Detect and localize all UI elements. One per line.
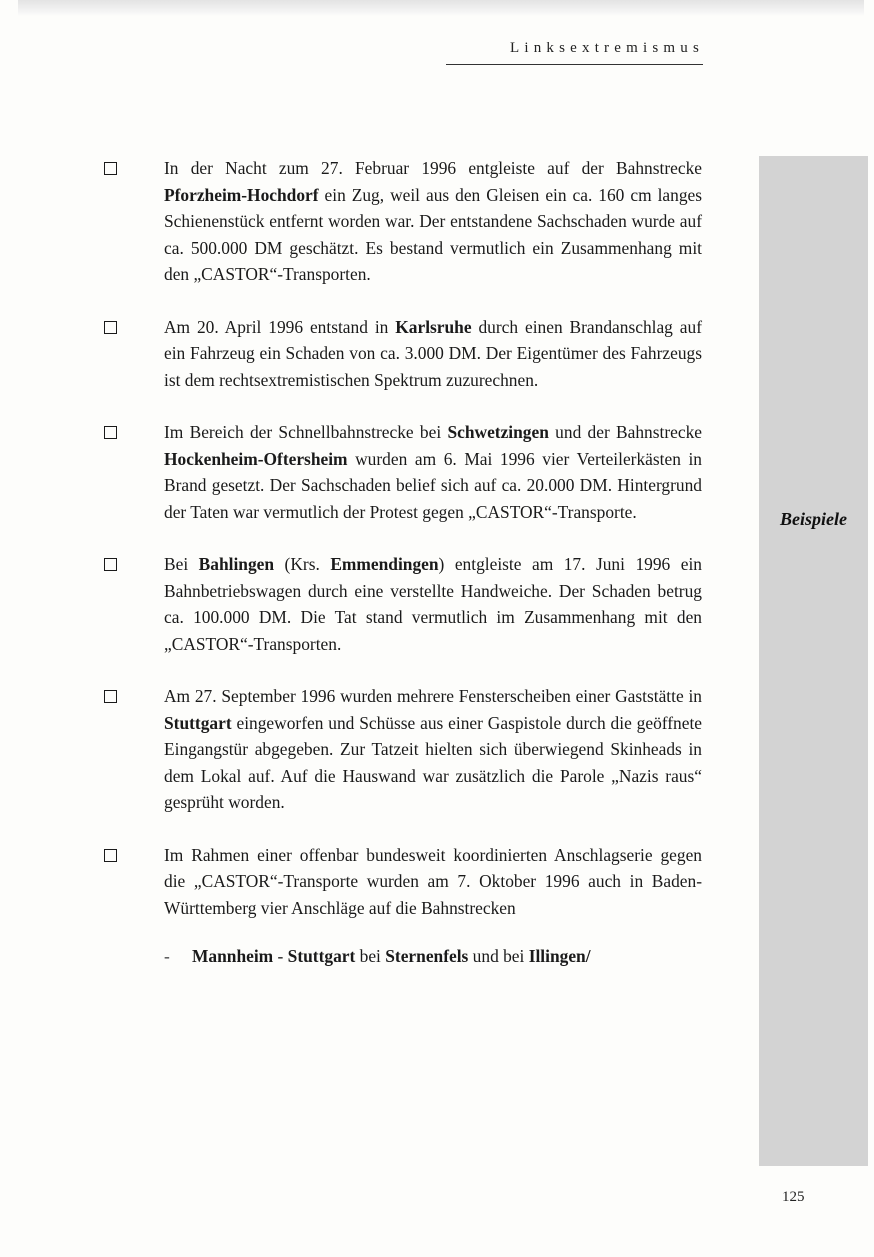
item-text <box>164 314 702 394</box>
place-name: Stuttgart <box>287 946 356 966</box>
list-item <box>100 155 710 288</box>
checkbox-bullet-icon <box>104 426 117 439</box>
place-name: Pforzheim-Hochdorf <box>164 184 319 205</box>
checkbox-bullet-icon <box>104 690 117 703</box>
list-item <box>100 419 710 525</box>
place-name: Schwetzingen <box>447 422 549 442</box>
list-item <box>100 551 710 657</box>
text-run: Im Bereich der Schnellbahnstrecke bei <box>164 422 448 442</box>
text-run: Am 27. September 1996 wurden mehrere Fensterscheiben einer Gaststätte in <box>164 686 702 706</box>
list-item <box>100 314 710 394</box>
margin-sidebar <box>759 156 868 1166</box>
text-run: und bei <box>468 946 529 966</box>
text-run: Am 20. April 1996 entstand in <box>164 316 396 337</box>
item-text <box>164 419 702 525</box>
text-run: In der Nacht zum 27. Februar 1996 entgleiste auf der Bahnstrecke <box>164 158 702 178</box>
place-name: Emmendingen <box>330 554 439 574</box>
text-run: und der Bahnstrecke <box>548 422 702 442</box>
text-run: Im Rahmen einer offenbar bundesweit koordinierten Anschlagserie gegen die „CASTOR“-Transporte wurden am 7. Oktober 1996 auch in Baden-Württemberg vier Anschläge auf die Bahnstrecken <box>164 844 702 918</box>
text-run: durch einen Brandanschlag auf ein Fahrzeug ein Schaden von ca. 3.000 DM. Der Eigentümer des Fahrzeugs ist dem rechtsextremistischen Spektrum zuzurechnen. <box>164 316 702 390</box>
sub-list-item <box>164 943 710 970</box>
item-text <box>164 155 702 288</box>
sub-item-text <box>192 946 591 966</box>
place-name: Illingen/ <box>528 946 591 966</box>
place-name: Stuttgart <box>164 712 232 733</box>
running-title-rule <box>446 64 703 65</box>
item-list <box>100 155 710 996</box>
checkbox-bullet-icon <box>104 321 117 334</box>
text-run: eingeworfen und Schüsse aus einer Gaspistole durch die geöffnete Eingangstür abgegeben. Zur Tatzeit hielten sich überwiegend Skinheads in dem Lokal auf. Auf die Hauswand war zusätzlich die Parole „Nazis raus“ gesprüht worden. <box>164 712 702 812</box>
list-item <box>100 842 710 970</box>
place-name: Mannheim <box>192 946 274 966</box>
item-text <box>164 551 702 657</box>
item-text <box>164 842 702 922</box>
text-run: - <box>273 946 288 966</box>
item-text <box>164 683 702 816</box>
text-run: wurden am 6. Mai 1996 vier Verteilerkästen in Brand gesetzt. Der Sachschaden belief sich auf ca. 20.000 DM. Hintergrund der Taten war vermutlich der Protest gegen „CASTOR“-Transporte. <box>164 448 702 522</box>
text-run: ein Zug, weil aus den Gleisen ein ca. 160 cm langes Schienenstück entfernt worden war. Der entstandene Sachschaden wurde auf ca. 500.000 DM geschätzt. Es bestand vermutlich ein Zusammenhang mit den „CASTOR“-Transporten. <box>164 184 702 284</box>
running-title: Linksextremismus <box>509 40 704 56</box>
place-name: Hockenheim-Oftersheim <box>164 448 348 469</box>
place-name: Bahlingen <box>198 554 275 574</box>
page-number: 125 <box>782 1189 805 1205</box>
text-run: (Krs. <box>274 554 331 574</box>
place-name: Karlsruhe <box>395 316 472 337</box>
text-run: bei <box>355 946 386 966</box>
checkbox-bullet-icon <box>104 558 117 571</box>
place-name: Sternenfels <box>385 946 469 966</box>
dash-bullet: - <box>164 946 170 966</box>
text-run: ) entgleiste am 17. Juni 1996 ein Bahnbetriebswagen durch eine verstellte Handweiche. Der Schaden betrug ca. 100.000 DM. Die Tat stand vermutlich im Zusammenhang mit den „CASTOR“-Transporten. <box>164 554 702 654</box>
list-item <box>100 683 710 816</box>
checkbox-bullet-icon <box>104 849 117 862</box>
text-run: Bei <box>164 554 199 574</box>
checkbox-bullet-icon <box>104 162 117 175</box>
sidebar-label: Beispiele <box>780 509 847 529</box>
scan-edge-shadow <box>18 0 864 16</box>
